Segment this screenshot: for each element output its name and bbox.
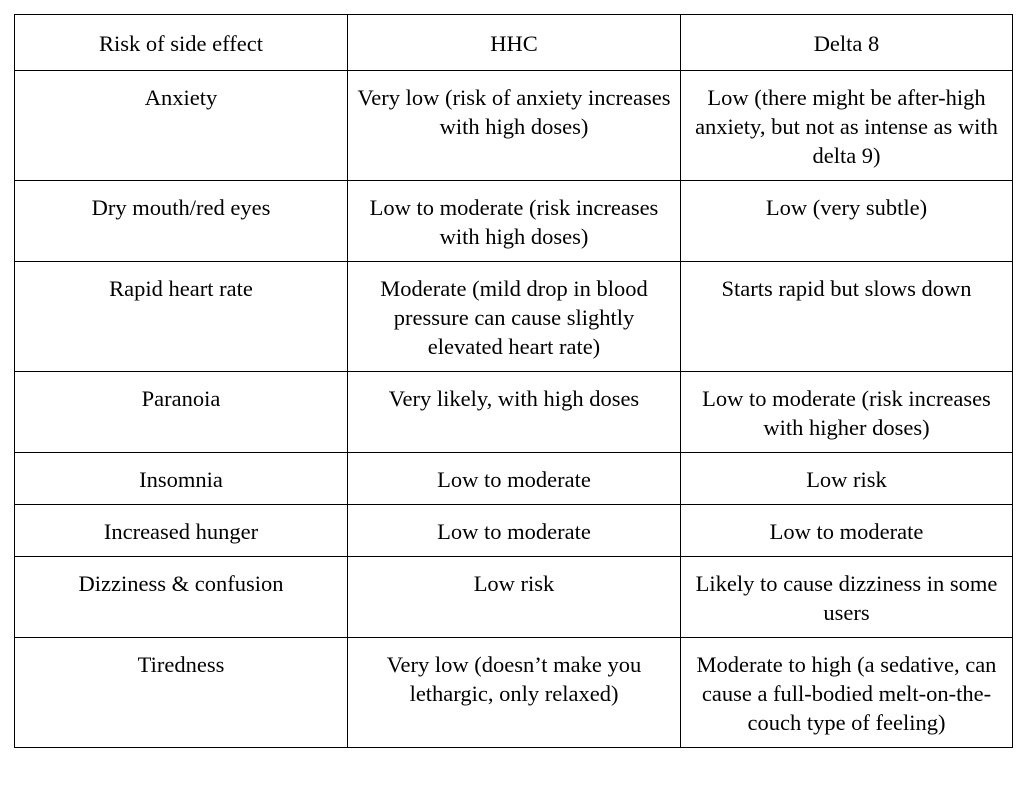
row-label-increased-hunger: Increased hunger (15, 505, 348, 557)
row-label-dizziness-confusion: Dizziness & confusion (15, 557, 348, 638)
header-row (15, 15, 1013, 71)
cell-hhc: Very low (risk of anxiety increases with high doses) (348, 71, 681, 181)
cell-hhc: Moderate (mild drop in blood pressure can cause slightly elevated heart rate) (348, 262, 681, 372)
cell-delta-8: Low to moderate (681, 505, 1013, 557)
cell-delta-8: Low (there might be after-high anxiety, but not as intense as with delta 9) (681, 71, 1013, 181)
cell-delta-8: Likely to cause dizziness in some users (681, 557, 1013, 638)
cell-delta-8: Low risk (681, 453, 1013, 505)
row-label-rapid-heart-rate: Rapid heart rate (15, 262, 348, 372)
table-body (15, 71, 1013, 748)
cell-delta-8: Starts rapid but slows down (681, 262, 1013, 372)
cell-hhc: Low to moderate (348, 453, 681, 505)
cell-delta-8: Moderate to high (a sedative, can cause a full-bodied melt-on-the-couch type of feeling) (681, 638, 1013, 748)
table-row (15, 557, 1013, 638)
cell-hhc: Very low (doesn’t make you lethargic, only relaxed) (348, 638, 681, 748)
table-row (15, 638, 1013, 748)
cell-hhc: Low risk (348, 557, 681, 638)
cell-hhc: Low to moderate (348, 505, 681, 557)
table-row (15, 181, 1013, 262)
table-row (15, 71, 1013, 181)
cell-delta-8: Low (very subtle) (681, 181, 1013, 262)
header-risk-of-side-effect: Risk of side effect (15, 15, 348, 71)
row-label-anxiety: Anxiety (15, 71, 348, 181)
table-row (15, 505, 1013, 557)
row-label-tiredness: Tiredness (15, 638, 348, 748)
header-delta-8: Delta 8 (681, 15, 1013, 71)
side-effects-comparison-table (14, 14, 1013, 748)
table-row (15, 262, 1013, 372)
cell-hhc: Very likely, with high doses (348, 372, 681, 453)
row-label-insomnia: Insomnia (15, 453, 348, 505)
table-header (15, 15, 1013, 71)
header-hhc: HHC (348, 15, 681, 71)
table-row (15, 372, 1013, 453)
table-row (15, 453, 1013, 505)
row-label-paranoia: Paranoia (15, 372, 348, 453)
cell-delta-8: Low to moderate (risk increases with higher doses) (681, 372, 1013, 453)
cell-hhc: Low to moderate (risk increases with high doses) (348, 181, 681, 262)
row-label-dry-mouth: Dry mouth/red eyes (15, 181, 348, 262)
